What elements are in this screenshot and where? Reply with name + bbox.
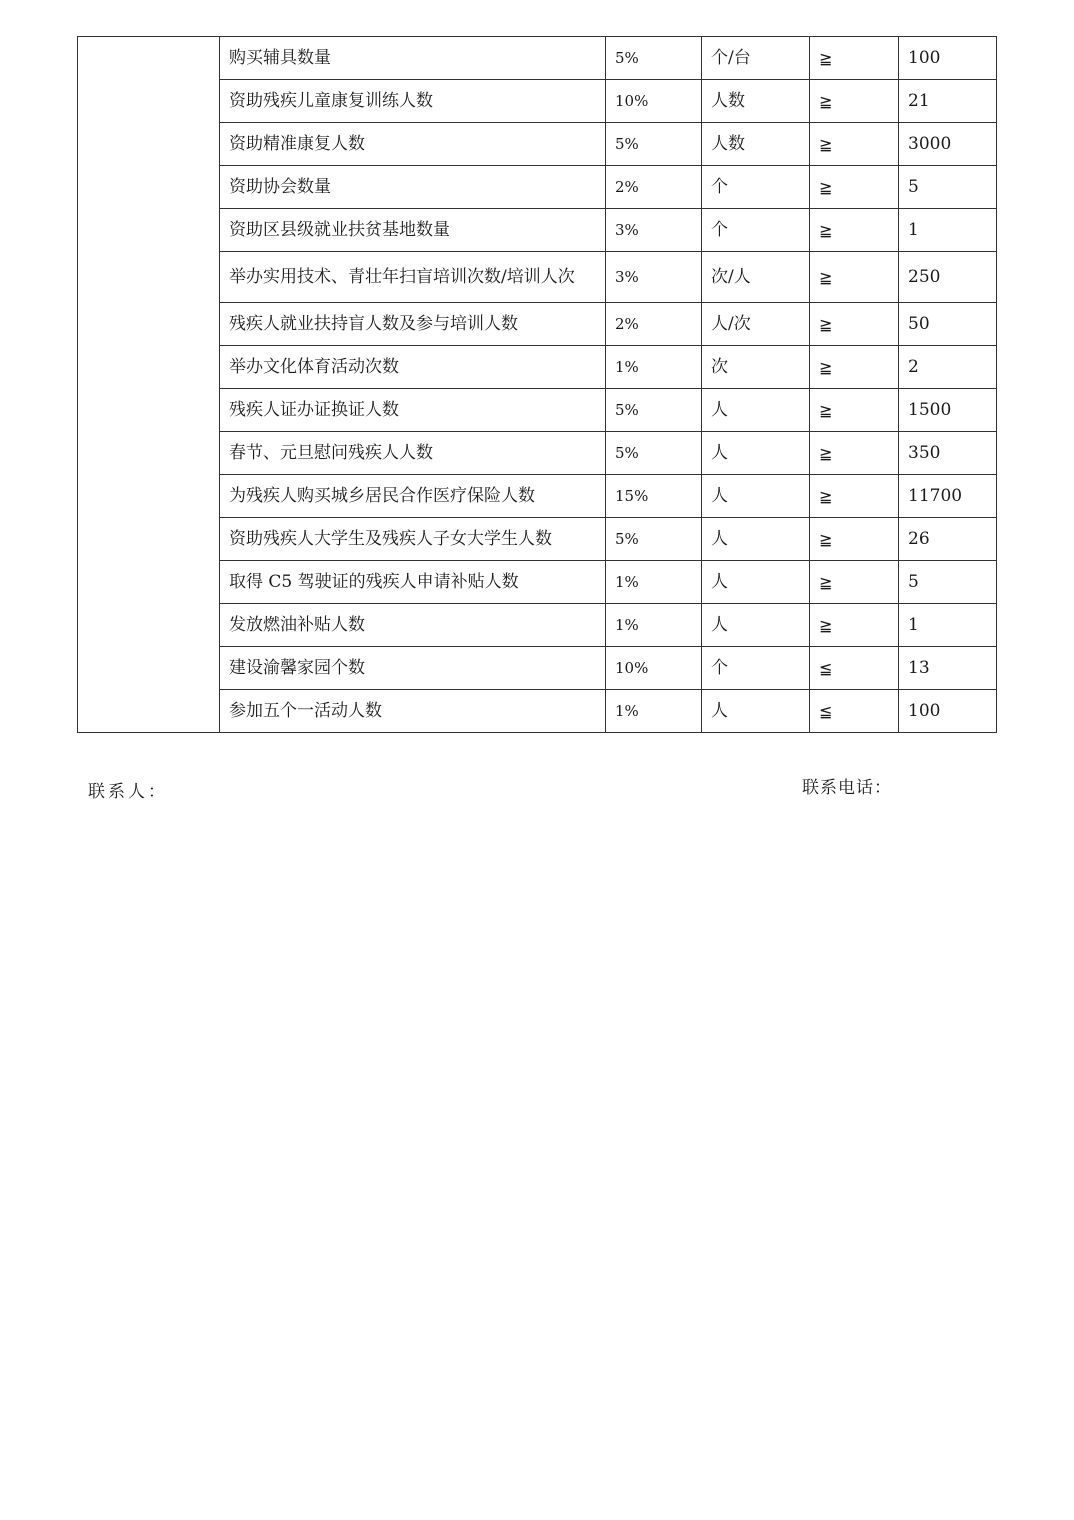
operator-cell: ≧ <box>810 37 899 80</box>
target-cell: 11700 <box>899 475 997 518</box>
target-cell: 1500 <box>899 389 997 432</box>
table-row <box>78 37 997 80</box>
target-cell: 2 <box>899 346 997 389</box>
performance-indicator-table <box>77 36 997 733</box>
operator-cell: ≧ <box>810 80 899 123</box>
target-cell: 350 <box>899 432 997 475</box>
weight-cell: 1% <box>606 604 702 647</box>
target-cell: 3000 <box>899 123 997 166</box>
target-cell: 100 <box>899 37 997 80</box>
weight-cell: 5% <box>606 518 702 561</box>
indicator-cell: 建设渝馨家园个数 <box>220 647 606 690</box>
unit-cell: 人/次 <box>702 303 810 346</box>
operator-cell: ≧ <box>810 166 899 209</box>
weight-cell: 1% <box>606 690 702 733</box>
target-cell: 26 <box>899 518 997 561</box>
unit-cell: 人 <box>702 604 810 647</box>
weight-cell: 10% <box>606 80 702 123</box>
indicator-cell: 残疾人就业扶持盲人数及参与培训人数 <box>220 303 606 346</box>
weight-cell: 5% <box>606 123 702 166</box>
indicator-cell: 举办实用技术、青壮年扫盲培训次数/培训人次 <box>220 252 606 303</box>
operator-cell: ≧ <box>810 561 899 604</box>
operator-cell: ≧ <box>810 389 899 432</box>
target-cell: 13 <box>899 647 997 690</box>
indicator-cell: 资助区县级就业扶贫基地数量 <box>220 209 606 252</box>
operator-cell: ≧ <box>810 252 899 303</box>
contact-person-label: 联系人： <box>88 782 168 802</box>
indicator-cell: 发放燃油补贴人数 <box>220 604 606 647</box>
unit-cell: 个/台 <box>702 37 810 80</box>
operator-cell: ≧ <box>810 432 899 475</box>
unit-cell: 人 <box>702 690 810 733</box>
weight-cell: 5% <box>606 389 702 432</box>
unit-cell: 人数 <box>702 123 810 166</box>
unit-cell: 人 <box>702 389 810 432</box>
target-cell: 5 <box>899 166 997 209</box>
weight-cell: 5% <box>606 37 702 80</box>
indicator-cell: 参加五个一活动人数 <box>220 690 606 733</box>
unit-cell: 人 <box>702 432 810 475</box>
weight-cell: 2% <box>606 166 702 209</box>
weight-cell: 1% <box>606 561 702 604</box>
indicator-cell: 资助精准康复人数 <box>220 123 606 166</box>
indicator-cell: 春节、元旦慰问残疾人人数 <box>220 432 606 475</box>
indicator-cell: 残疾人证办证换证人数 <box>220 389 606 432</box>
weight-cell: 3% <box>606 209 702 252</box>
weight-cell: 3% <box>606 252 702 303</box>
operator-cell: ≧ <box>810 209 899 252</box>
weight-cell: 2% <box>606 303 702 346</box>
weight-cell: 10% <box>606 647 702 690</box>
operator-cell: ≦ <box>810 647 899 690</box>
unit-cell: 次 <box>702 346 810 389</box>
unit-cell: 个 <box>702 166 810 209</box>
contact-phone-label: 联系电话： <box>802 778 892 798</box>
unit-cell: 人 <box>702 518 810 561</box>
operator-cell: ≧ <box>810 346 899 389</box>
weight-cell: 1% <box>606 346 702 389</box>
indicator-cell: 资助协会数量 <box>220 166 606 209</box>
unit-cell: 人 <box>702 561 810 604</box>
indicator-cell: 举办文化体育活动次数 <box>220 346 606 389</box>
operator-cell: ≧ <box>810 303 899 346</box>
operator-cell: ≧ <box>810 604 899 647</box>
indicator-cell: 资助残疾儿童康复训练人数 <box>220 80 606 123</box>
target-cell: 1 <box>899 604 997 647</box>
target-cell: 250 <box>899 252 997 303</box>
table-body <box>78 37 997 733</box>
unit-cell: 人数 <box>702 80 810 123</box>
indicator-cell: 资助残疾人大学生及残疾人子女大学生人数 <box>220 518 606 561</box>
target-cell: 21 <box>899 80 997 123</box>
unit-cell: 人 <box>702 475 810 518</box>
unit-cell: 个 <box>702 209 810 252</box>
target-cell: 5 <box>899 561 997 604</box>
operator-cell: ≧ <box>810 475 899 518</box>
merged-category-cell <box>78 37 220 733</box>
target-cell: 100 <box>899 690 997 733</box>
operator-cell: ≧ <box>810 518 899 561</box>
unit-cell: 次/人 <box>702 252 810 303</box>
operator-cell: ≧ <box>810 123 899 166</box>
indicator-cell: 购买辅具数量 <box>220 37 606 80</box>
operator-cell: ≦ <box>810 690 899 733</box>
weight-cell: 15% <box>606 475 702 518</box>
target-cell: 50 <box>899 303 997 346</box>
target-cell: 1 <box>899 209 997 252</box>
indicator-cell: 为残疾人购买城乡居民合作医疗保险人数 <box>220 475 606 518</box>
unit-cell: 个 <box>702 647 810 690</box>
indicator-cell: 取得 C5 驾驶证的残疾人申请补贴人数 <box>220 561 606 604</box>
weight-cell: 5% <box>606 432 702 475</box>
